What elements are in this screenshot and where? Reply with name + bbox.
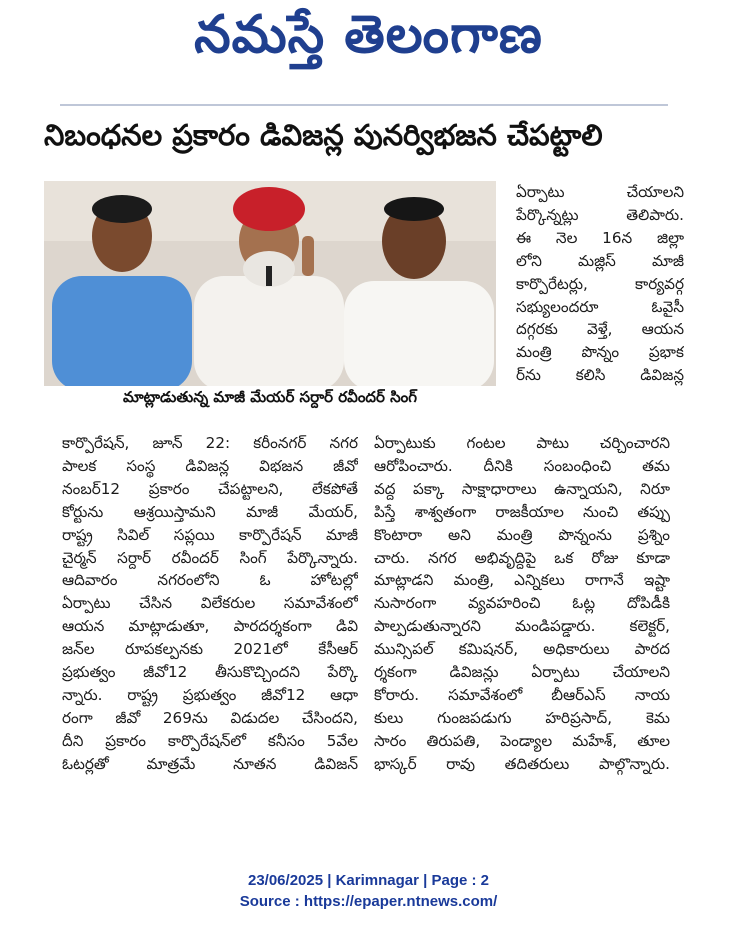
masthead-divider	[60, 104, 668, 106]
photo-caption: మాట్లాడుతున్న మాజీ మేయర్ సర్దార్ రవీందర్ సింగ్	[122, 388, 418, 406]
footer-date-edition: 23/06/2025 | Karimnagar | Page : 2	[247, 872, 490, 889]
text-line: వద్ద పక్కా సాక్షాధారాలు ఉన్నాయని, నిరూ	[374, 479, 670, 498]
text-line: చైర్మన్ సర్దార్ రవీందర్ సింగ్ పేర్కొన్నారు.	[62, 548, 358, 567]
text-line: పేర్కొన్నట్లు తెలిపారు.	[516, 205, 684, 224]
text-line: ప్రభుత్వం జీవో12 తీసుకొచ్చిందని పేర్కొ	[62, 663, 358, 682]
person-center-shirt	[194, 276, 344, 386]
text-line: కార్పొరేటర్లు, కార్యవర్గ	[516, 274, 684, 293]
article-column-left	[62, 432, 358, 776]
text-line: పిస్తే శాశ్వతంగా రాజకీయాల నుంచి తప్పు	[374, 502, 670, 521]
text-line: సారం తిరుపతి, పెండ్యాల మహేశ్, తూల	[374, 731, 670, 750]
text-line: నుసారంగా వ్యవహరించి ఓట్ల దోపిడీకి	[374, 594, 670, 613]
text-line: ఓటర్లతో మాత్రమే నూతన డివిజన్	[62, 754, 358, 773]
text-line: జన్‌ల రూపకల్పనకు 2021లో కేసీఆర్	[62, 640, 358, 659]
text-line: కులు గుంజపడుగు హరిప్రసాద్, కెమ	[374, 708, 670, 727]
newspaper-masthead: నమస్తే తెలంగాణ	[194, 4, 543, 65]
text-line: ఆయన మాట్లాడుతూ, పారదర్శకంగా డివి	[62, 617, 358, 636]
article-column-right-top	[516, 181, 684, 387]
text-line: కొంటారా అని మంత్రి పొన్నంను ప్రశ్నిం	[374, 525, 670, 544]
press-meet-illustration	[44, 181, 496, 386]
text-line: కోర్టును ఆశ్రయిస్తామని మాజీ మేయర్,	[62, 502, 358, 521]
article-headline: నిబంధనల ప్రకారం డివిజన్ల పునర్విభజన చేపట్టాలి	[44, 118, 603, 152]
text-line: ఈ నెల 16న జిల్లా	[516, 228, 684, 247]
text-line: రాష్ట్ర సివిల్ సప్లయి కార్పొరేషన్ మాజీ	[62, 525, 358, 544]
text-line: నంబర్12 ప్రకారం చేపట్టాలని, లేకపోతే	[62, 479, 358, 498]
text-line: ఆరోపించారు. దీనికి సంబంధించి తమ	[374, 456, 670, 475]
text-line: రంగా జీవో 269ను విడుదల చేసిందని,	[62, 708, 358, 727]
text-line: ఏర్పాటు చేయాలని	[516, 183, 684, 201]
text-line: మాట్లాడని మంత్రి, ఎన్నికలు రాగానే ఇష్టా	[374, 571, 670, 590]
text-line: మంత్రి పొన్నం ప్రభాక	[516, 343, 684, 362]
text-line: లోని మజ్లిస్ మాజీ	[516, 251, 684, 270]
text-line: కోరారు. సమావేశంలో బీఆర్ఎస్ నాయ	[374, 685, 670, 704]
text-line: పాల్పడుతున్నారని మండిపడ్డారు. కలెక్టర్,	[374, 617, 670, 636]
person-left-shirt	[52, 276, 192, 386]
text-line: న్నారు. రాష్ట్ర ప్రభుత్వం జీవో12 ఆధా	[62, 685, 358, 704]
text-line: ఏర్పాటుకు గంటల పాటు చర్చించారని	[374, 434, 670, 452]
text-line: మున్సిపల్ కమిషనర్, అధికారులు పారద	[374, 640, 670, 659]
text-line: భాస్కర్ రావు తదితరులు పాల్గొన్నారు.	[374, 754, 670, 773]
text-line: దీని ప్రకారం కార్పొరేషన్‌లో కనీసం 5వేల	[62, 731, 358, 750]
footer-source-link[interactable]: Source : https://epaper.ntnews.com/	[239, 893, 498, 910]
turban-shape	[233, 187, 305, 231]
text-line: చారు. నగర అభివృద్ధిపై ఒక రోజు కూడా	[374, 548, 670, 567]
article-photo	[44, 181, 496, 386]
text-line: కార్పొరేషన్, జూన్ 22: కరీంనగర్ నగర	[62, 434, 358, 452]
text-line: ఆదివారం నగరంలోని ఓ హోటల్లో	[62, 571, 358, 590]
text-line: ర్‌ను కలిసి డివిజన్ల	[516, 366, 684, 385]
text-line: పాలక సంస్థ డివిజన్ల విభజన జీవో	[62, 456, 358, 475]
text-line: దగ్గరకు వెళ్తే, ఆయన	[516, 320, 684, 339]
text-line: ఏర్పాటు చేసిన విలేకరుల సమావేశంలో	[62, 594, 358, 613]
article-column-right-bottom	[374, 432, 670, 776]
text-line: ర్శకంగా డివిజన్లు ఏర్పాటు చేయాలని	[374, 663, 670, 682]
text-line: సభ్యులందరూ ఓవైసీ	[516, 297, 684, 316]
person-right-shirt	[344, 281, 494, 386]
